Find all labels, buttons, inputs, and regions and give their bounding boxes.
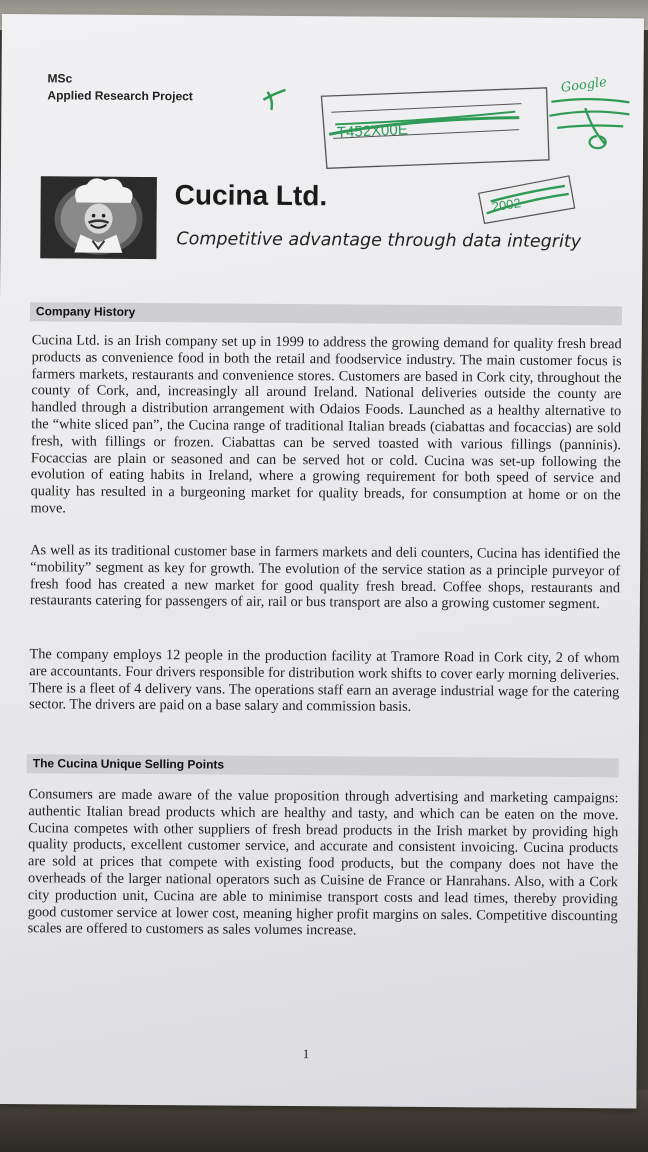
company-name: Cucina Ltd. — [174, 179, 328, 212]
program-label: MSc — [47, 71, 73, 86]
strike-through — [329, 116, 519, 135]
pencil-small-box — [479, 175, 575, 224]
section-heading-unique-selling-points: The Cucina Unique Selling Points — [27, 754, 619, 777]
handwritten-code: T452X00E — [336, 121, 409, 142]
usp-paragraph-1: Consumers are made aware of the value proposition through advertising and marketing campaigns: authentic Italian bread products which are healthy and tasty, and which can be eaten on the move. Cucina competes with other suppliers of fresh bread products in the Irish market by providing high quality products, excellent customer service, and accurate and consistent invoicing. Cucina products are sold at prices that compete with existing food products, but the company does not have the overheads of the larger national operators such as Cuisine de France or Hanrahans. Also, with a Cork city production unit, Cucina are able to minimise transport costs and lead times, thereby providing good customer service at lower cost, meaning higher profit margins on sales. Competitive discounting scales are offered to customers as sales volumes increase. — [27, 786, 619, 939]
handwritten-corner-text: Google — [560, 74, 608, 96]
document-header — [47, 70, 193, 105]
pencil-box — [321, 86, 550, 170]
company-tagline: Competitive advantage through data integrity — [176, 229, 582, 253]
history-paragraph-3: The company employs 12 people in the production facility at Tramore Road in Cork city, 2 of whom are accountants. Four drivers responsible for distribution work shifts to cover early morning deliveries. There is a fleet of 4 delivery vans. The operations staff earn an average industrial wage for the catering sector. The drivers are paid on a base salary and commission basis. — [29, 646, 620, 716]
handwritten-small-text: 2002 — [490, 195, 522, 215]
small-checkmark — [263, 90, 285, 110]
company-logo — [40, 176, 157, 259]
history-paragraph-2: As well as its traditional customer base in farmers markets and deli counters, Cucina has identified the “mobility” segment as key for growth. The evolution of the service station as a principle purveyor of fresh food has created a new market for good quality fresh bread. Coffee shops, restaurants and restaurants catering for passengers of air, rail or bus transport are also a growing customer segment. — [29, 542, 621, 613]
document-page — [0, 14, 644, 1108]
section-heading-company-history: Company History — [30, 302, 622, 325]
small-box-strike — [487, 185, 569, 214]
page-number: 1 — [302, 1046, 310, 1062]
corner-scribble — [549, 99, 629, 149]
chef-icon — [40, 176, 157, 259]
project-label: Applied Research Project — [47, 88, 193, 104]
history-paragraph-1: Cucina Ltd. is an Irish company set up in 1999 to address the growing demand for quality fresh bread products as convenience food in both the retail and foodservice industry. The main customer focus is farmers markets, restaurants and convenience stores. Customers are based in Cork city, throughout the county of Cork, and, increasingly all around Ireland. National deliveries outside the county are handled through a distribution arrangement with Odaios Foods. Launched as a healthy alternative to the “white sliced pan”, the Cucina range of traditional Italian breads (ciabattas and focaccias) are sold fresh, with fillings or frozen. Ciabattas can be served toasted with various fillings (panninis). Focaccias are plain or seasoned and can be served hot or cold. Cucina was set-up following the evolution of eating habits in Ireland, where a growing requirement for both speed of service and quality has resulted in a burgeoning market for quality breads, for consumption at home or on the move. — [30, 332, 622, 517]
handwritten-annotations — [0, 14, 644, 318]
